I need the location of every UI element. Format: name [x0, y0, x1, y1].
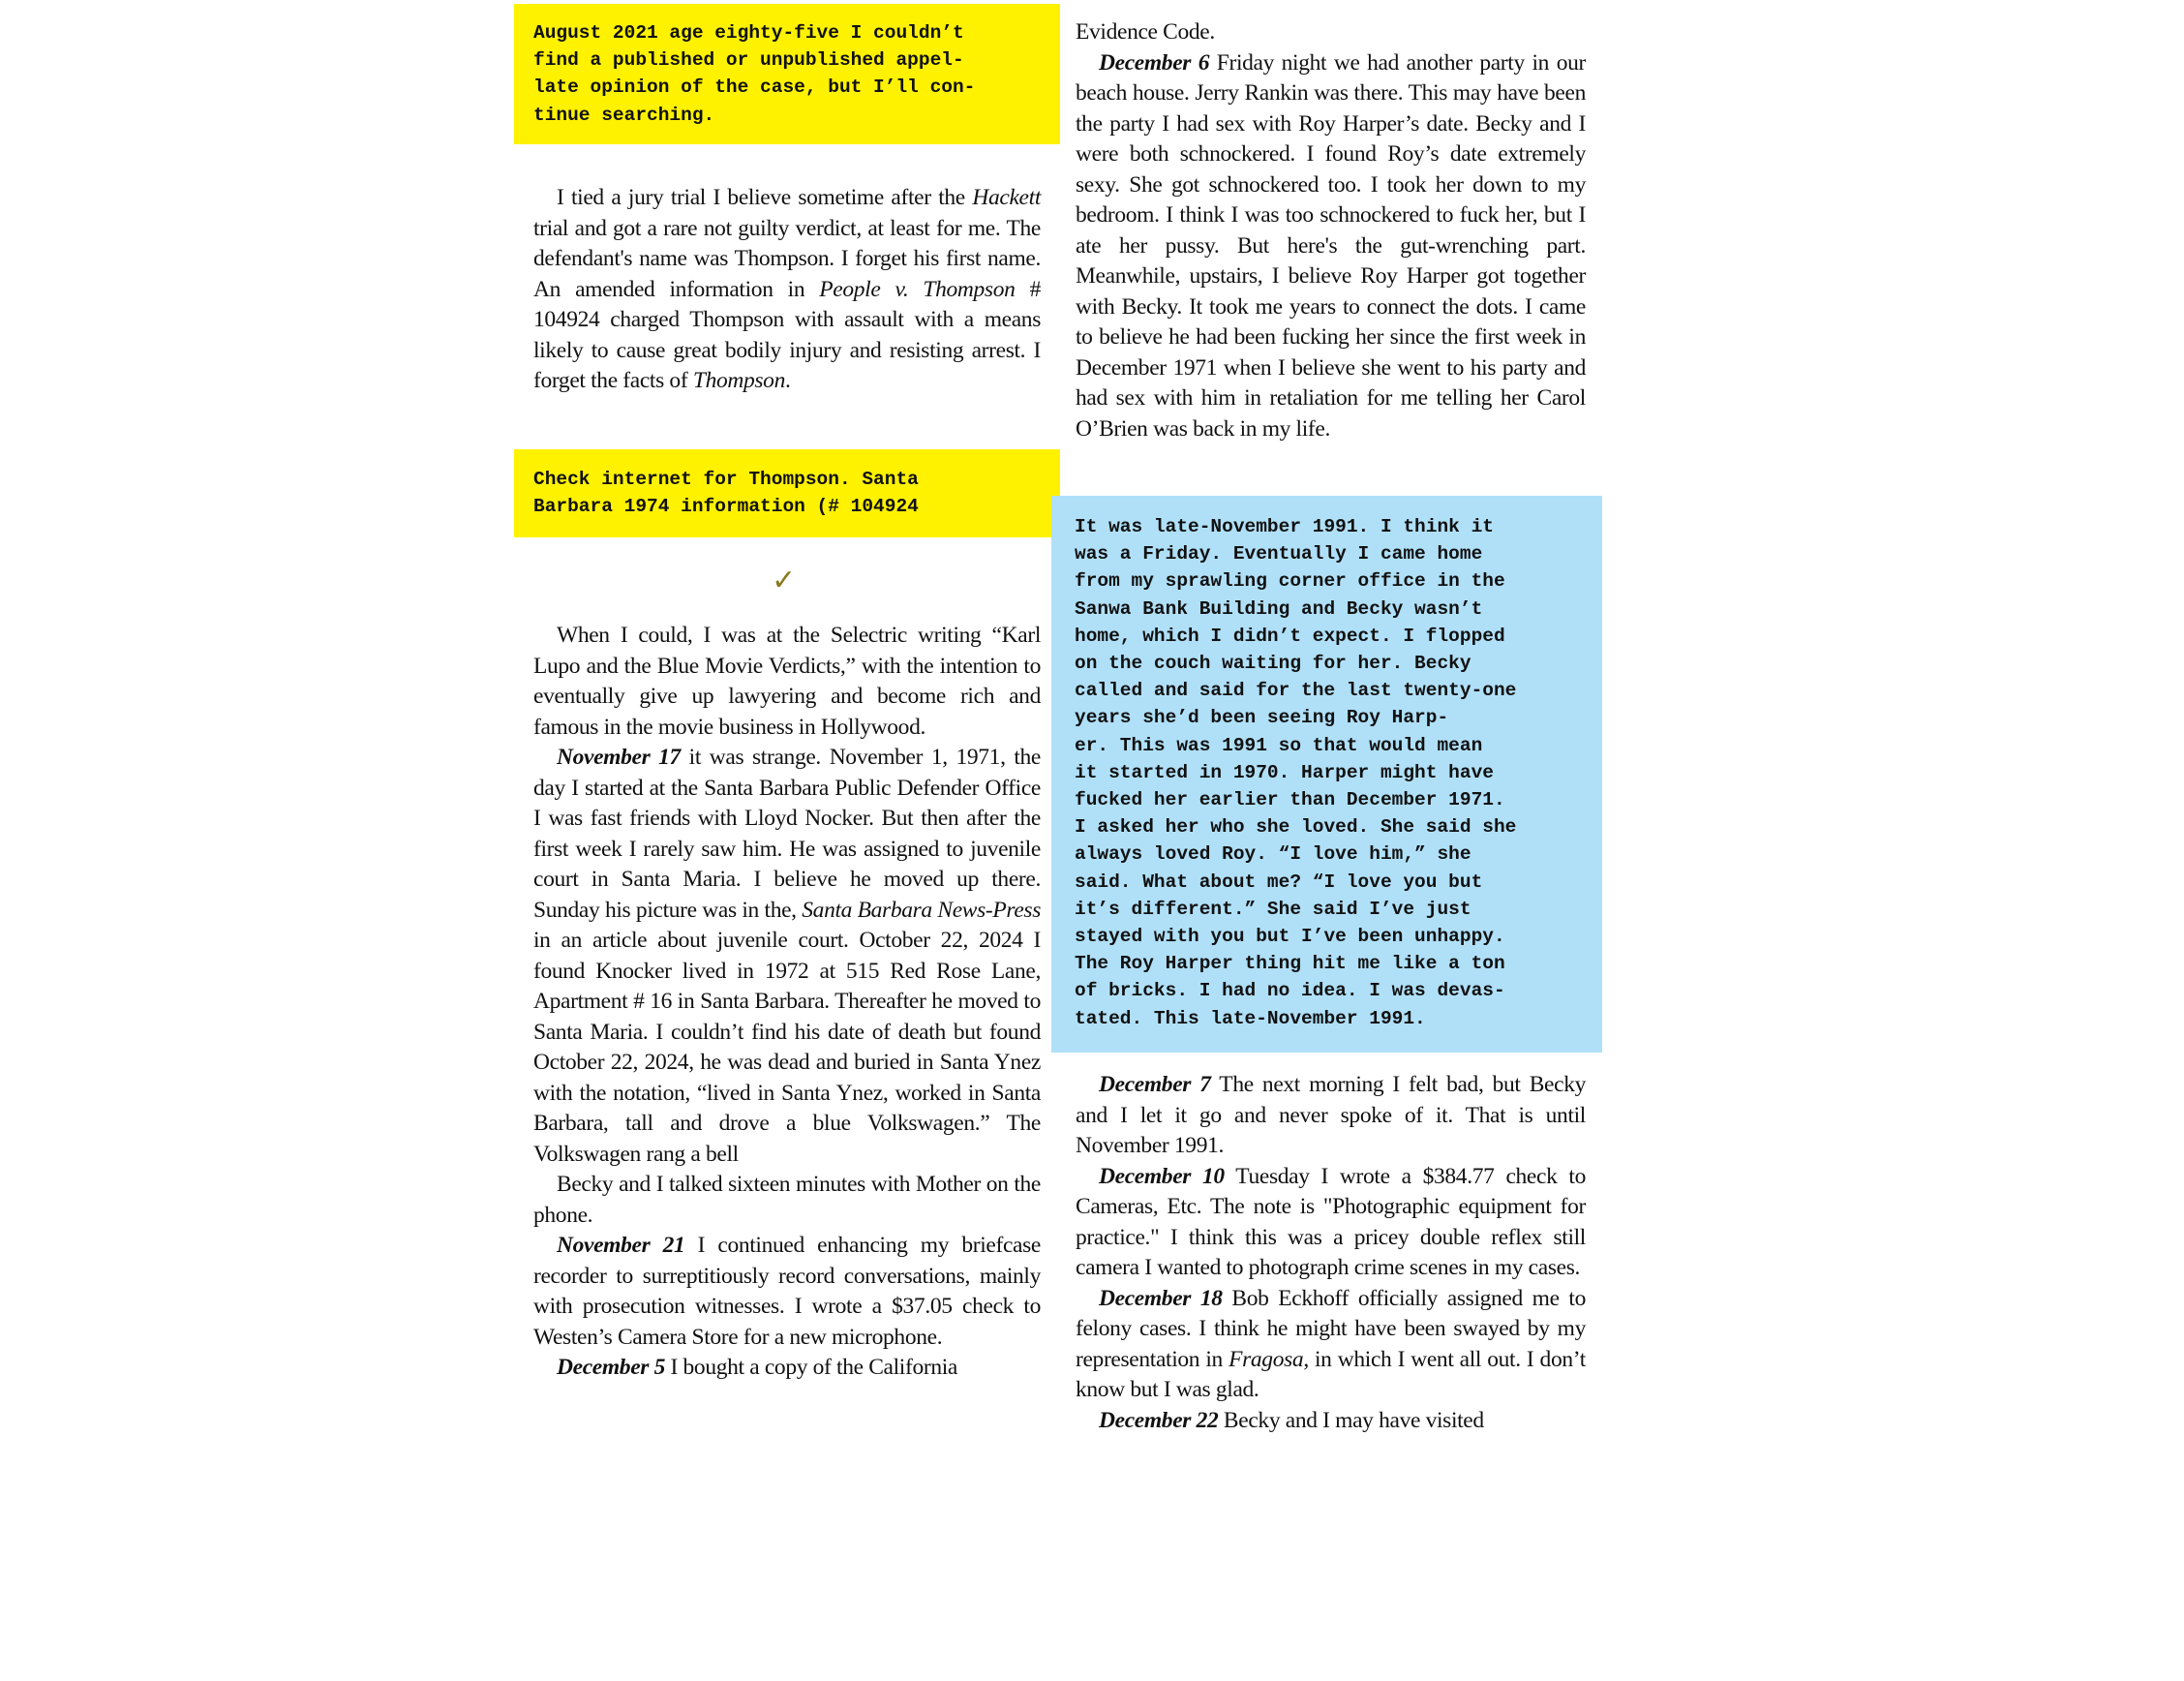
note-yellow-appellate: August 2021 age eighty-five I couldn’t find a published or unpublished appel- late opinion of the case, but I’ll con- tinue searching.: [514, 4, 1060, 144]
paragraph: [1076, 1162, 1586, 1284]
italic-title: Thompson: [692, 368, 785, 393]
note-yellow-check-internet: Check internet for Thompson. Santa Barbara 1974 information (# 104924: [514, 449, 1060, 537]
entry-date: December 10: [1099, 1163, 1225, 1189]
paragraph-text: in an article about juvenile court. October 22, 2024 I found Knocker lived in 1972 at 515 Red Rose Lane, Apartment # 16 in Santa Barbara. Thereafter he moved to Santa Maria. I couldn’t find his date of death but found October 22, 2024, he was dead and buried in Santa Ynez with the notation, “lived in Santa Ynez, worked in Santa Barbara, tall and drove a blue Volkswagen.” The Volkswagen rang a bell: [533, 928, 1041, 1167]
paragraph-text: I continued enhancing my briefcase recorder to surreptitiously record conversations, mainly with prosecution witnesses. I wrote a $37.05 check to Westen’s Camera Store for a new microphone.: [533, 1233, 1041, 1350]
paragraph: [1076, 48, 1586, 445]
paragraph: [1076, 1406, 1586, 1437]
note-blue-late-november: It was late-November 1991. I think it was a Friday. Eventually I came home from my sprawling corner office in the Sanwa Bank Building and Becky wasn’t home, which I didn’t expect. I flopped on the couch waiting for her. Becky called and said for the last twenty-one years she’d been seeing Roy Harp- er. This was 1991 so that would mean it started in 1970. Harper might have fucked her earlier than December 1971. I asked her who she loved. She said she always loved Roy. “I love him,” she said. What about me? “I love you but it’s different.” She said I’ve just stayed with you but I’ve been unhappy. The Roy Harper thing hit me like a ton of bricks. I had no idea. I was devas- tated. This late-November 1991.: [1051, 496, 1602, 1053]
paragraph-text: trial and got a rare not guilty verdict, at least for me. The defendant's name was Thompson. I forget his first name. An amended information in: [533, 215, 1041, 302]
paragraph-text: # 104924 charged Thompson with assault with a means likely to cause great bodily injury and resisting arrest. I forget the facts of: [533, 276, 1041, 393]
paragraph-text: Evidence Code.: [1076, 19, 1215, 45]
paragraph-text: Becky and I may have visited: [1218, 1407, 1484, 1433]
entry-date: November 21: [557, 1233, 685, 1258]
paragraph-text: , in which I went all out. I don’t know but I was glad.: [1076, 1346, 1586, 1402]
paragraph-text: it was strange. November 1, 1971, the day I started at the Santa Barbara Public Defender Office I was fast friends with Lloyd Nocker. But then after the first week I rarely saw him. He was assigned to juvenile court in Santa Maria. I believe he moved up there. Sunday his picture was in the,: [533, 745, 1042, 923]
italic-title: Santa Barbara News-Press: [802, 897, 1042, 923]
paragraph-text: Becky and I talked sixteen minutes with Mother on the phone.: [533, 1172, 1041, 1228]
paragraph: [533, 183, 1041, 397]
paragraph: [533, 1353, 1041, 1384]
entry-date: December 6: [1099, 49, 1210, 76]
paragraph: [1076, 1070, 1586, 1162]
paragraph-text: Bob Eckhoff officially assigned me to felony cases. I think he might have been swayed by my representation in: [1076, 1285, 1586, 1372]
entry-date: December 22: [1099, 1407, 1219, 1433]
entry-date: December 18: [1099, 1285, 1223, 1311]
entry-date: December 7: [1099, 1072, 1211, 1097]
checkmark-icon: ✓: [772, 564, 797, 597]
paragraph: [533, 1170, 1041, 1231]
paragraph: [533, 743, 1041, 1170]
entry-date: December 5: [557, 1355, 665, 1380]
paragraph-text: Tuesday I wrote a $384.77 check to Cameras, Etc. The note is "Photographic equipment for practice." I think this was a pricey double reflex still camera I wanted to photograph crime scenes in my cases.: [1076, 1163, 1586, 1280]
italic-title: People v. Thompson: [819, 276, 1016, 302]
paragraph: [533, 1231, 1041, 1353]
paragraph-text: The next morning I felt bad, but Becky and I let it go and never spoke of it. That is until November 1991.: [1076, 1072, 1586, 1158]
paragraph-text: .: [784, 368, 791, 393]
italic-title: Fragosa: [1228, 1346, 1304, 1372]
right-column-top: [1076, 17, 1586, 444]
entry-date: November 17: [557, 745, 681, 770]
paragraph-text: When I could, I was at the Selectric writing “Karl Lupo and the Blue Movie Verdicts,” with the intention to eventually give up lawyering and become rich and famous in the movie business in Hollywood.: [533, 623, 1041, 740]
italic-title: Hackett: [972, 185, 1041, 210]
paragraph-text: Friday night we had another party in our beach house. Jerry Rankin was there. This may have been the party I had sex with Roy Harper’s date. Becky and I were both schnockered. I found Roy’s date extremely sexy. She got schnockered too. I took her down to my bedroom. I think I was too schnockered to fuck her, but I ate her pussy. But here's the gut-wrenching part. Meanwhile, upstairs, I believe Roy Harper got together with Becky. It took me years to connect the dots. I came to believe he had been fucking her since the first week in December 1971 when I believe she went to his party and had sex with him in retaliation for me telling her Carol O’Brien was back in my life.: [1076, 49, 1586, 442]
left-column-top: [533, 183, 1041, 397]
paragraph: [1076, 1284, 1586, 1406]
paragraph: [533, 621, 1041, 743]
paragraph: [1076, 17, 1586, 48]
left-column-bottom: [533, 621, 1041, 1384]
right-column-bottom: [1076, 1070, 1586, 1436]
paragraph-text: I tied a jury trial I believe sometime after the: [557, 185, 973, 210]
paragraph-text: I bought a copy of the California: [665, 1355, 957, 1380]
